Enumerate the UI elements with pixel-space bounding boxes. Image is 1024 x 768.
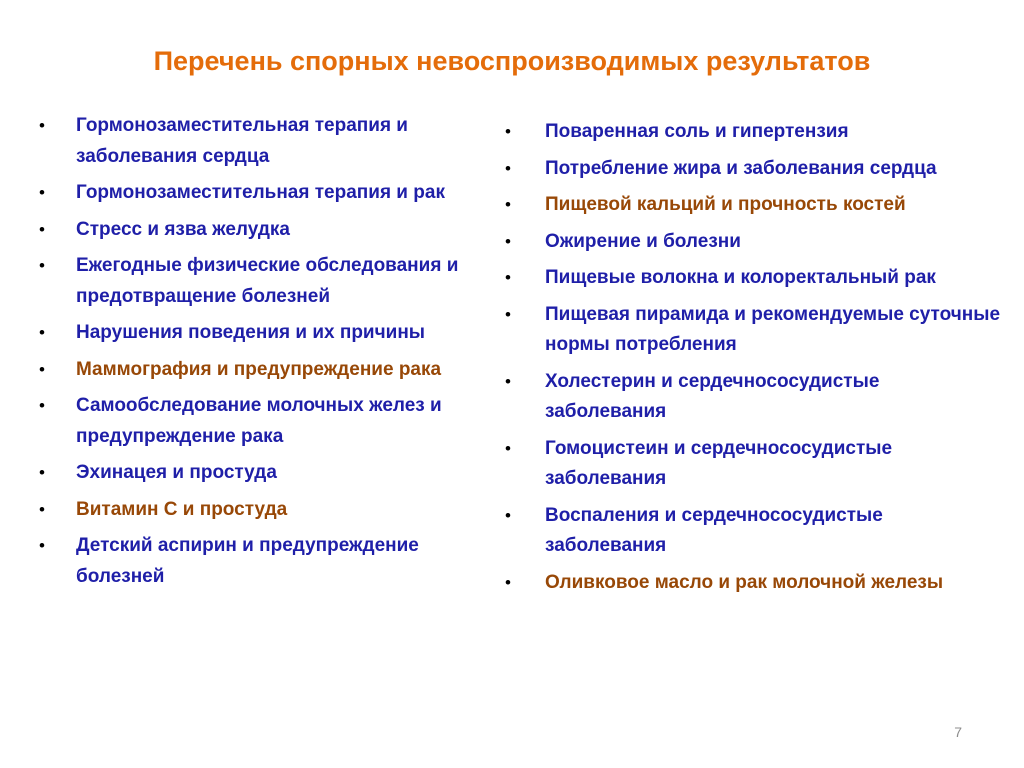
list-item [38, 178, 508, 209]
list-item [38, 355, 508, 386]
list-item [504, 568, 1004, 599]
list-item [504, 154, 1004, 185]
list-item [38, 111, 508, 172]
list-item-text: Витамин С и простуда [76, 498, 288, 520]
list-item [504, 263, 1004, 294]
list-item-text: Стресс и язва желудка [76, 218, 290, 240]
list-item-text: Ежегодные физические обследования и предотвращение болезней [76, 255, 459, 307]
list-item-text: Пищевые волокна и колоректальный рак [545, 267, 936, 288]
bullet-icon: • [39, 256, 45, 275]
bullet-icon: • [39, 499, 45, 519]
bullet-icon: • [39, 536, 45, 555]
list-item-text: Пищевая пирамида и рекомендуемые суточные нормы потребления [545, 303, 1001, 355]
list-item [38, 251, 508, 312]
list-item-text: Маммография и предупреждение рака [76, 358, 442, 380]
list-item-text: Воспаления и сердечнососудистые заболевания [545, 504, 883, 556]
list-item [38, 391, 508, 452]
list-item-text: Гормонозаместительная терапия и рак [76, 182, 445, 203]
list-item [504, 190, 1004, 221]
page-number: 7 [954, 724, 962, 740]
list-item [38, 531, 508, 592]
right-bullet-list [504, 117, 1004, 604]
bullet-icon: • [505, 268, 511, 287]
list-item-text: Ожирение и болезни [545, 230, 741, 252]
bullet-icon: • [505, 438, 511, 458]
bullet-icon: • [39, 463, 45, 482]
list-item-text: Потребление жира и заболевания сердца [545, 157, 937, 179]
bullet-icon: • [505, 195, 511, 214]
bullet-icon: • [39, 219, 45, 239]
list-item-text: Оливковое масло и рак молочной железы [545, 571, 944, 593]
bullet-icon: • [505, 371, 511, 391]
list-item-text: Гомоцистеин и сердечнососудистые заболевания [545, 437, 893, 489]
list-item [504, 117, 1004, 148]
list-item-text: Эхинацея и простуда [76, 462, 277, 483]
bullet-icon: • [39, 116, 45, 135]
bullet-icon: • [505, 572, 511, 592]
list-item [504, 300, 1004, 361]
list-item [38, 458, 508, 489]
bullet-icon: • [39, 359, 45, 379]
bullet-icon: • [39, 396, 45, 415]
list-item [38, 318, 508, 349]
list-item-text: Поваренная соль и гипертензия [545, 121, 849, 142]
list-item-text: Детский аспирин и предупреждение болезней [76, 535, 419, 587]
bullet-icon: • [39, 183, 45, 202]
list-item-text: Холестерин и сердечнососудистые заболевания [545, 370, 880, 422]
list-item [504, 501, 1004, 562]
bullet-icon: • [505, 505, 511, 525]
bullet-icon: • [505, 231, 511, 251]
list-item-text: Гормонозаместительная терапия и заболевания сердца [76, 115, 408, 167]
list-item-text: Самообследование молочных желез и предупреждение рака [76, 395, 442, 447]
list-item [38, 495, 508, 526]
list-item-text: Нарушения поведения и их причины [76, 322, 426, 343]
bullet-icon: • [505, 122, 511, 141]
list-item [504, 434, 1004, 495]
slide-title: Перечень спорных невоспроизводимых результатов [153, 46, 871, 76]
bullet-icon: • [505, 304, 511, 324]
bullet-icon: • [505, 158, 511, 178]
list-item [38, 215, 508, 246]
left-bullet-list [38, 111, 508, 598]
list-item [504, 367, 1004, 428]
bullet-icon: • [39, 323, 45, 342]
list-item-text: Пищевой кальций и прочность костей [545, 194, 906, 215]
list-item [504, 227, 1004, 258]
